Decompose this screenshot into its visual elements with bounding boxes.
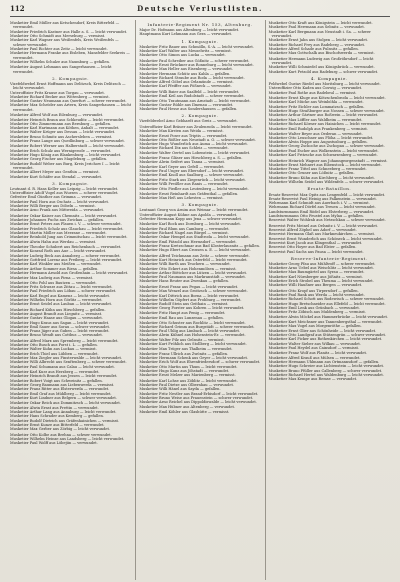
list-entry: Musketier Hugo Kunz aus Jöhstadt — verwundet. <box>139 368 230 373</box>
list-entry: Musketier Ernst Poser aus Triptis — verwundet. <box>139 133 228 138</box>
list-entry: Musketier Alwin Seifert aus Tanna — vermisst. <box>139 160 226 165</box>
list-entry: Musketier Gustav Haase aus Glogau — verwundet. <box>10 316 103 321</box>
list-entry: Musketier Karl Dittrich aus Borna — leicht verwundet. <box>139 293 240 298</box>
list-entry: Leutnant Georg von Arnim aus Weimar — leicht verwundet. <box>139 208 249 213</box>
list-entry: Musketier Fritz Bauer aus Schmölln, S.-A. — leicht verwundet. <box>139 44 254 49</box>
list-entry: Musketier Hermann Franke aus Eisleben, Mansfelder Seekreis — verwundet. <box>10 51 130 60</box>
list-entry: Musketier Willi Haußner aus Bergen — verwundet. <box>268 283 363 288</box>
list-entry: Musketier Max Hübner aus Altenberg — verwundet. <box>139 404 236 409</box>
list-entry: Musketier Paul Horn aus Oschatz — leicht verwundet. <box>10 199 110 204</box>
list-entry: Musketier Paul Richter aus Zeitz — leicht verwundet. <box>10 46 108 51</box>
list-entry: Musketier Max Heller aus Eisenberg — verwundet. <box>139 67 234 72</box>
list-entry: Musketier Hermann Schütz aus Kahla — gefallen. <box>139 71 231 76</box>
list-entry: Musketier Richard Dix aus Schleiz — verwundet. <box>139 146 229 151</box>
list-entry: Musketier Franz Tittel aus Schneeberg — verwundet. <box>268 167 367 172</box>
list-entry: Musketier Georg Baumann aus Liebenwerda — vermisst. <box>10 383 115 388</box>
list-entry: Musketier Paul Escher aus Wolkenstein — leicht verwundet. <box>268 148 379 153</box>
list-entry: Musketier Konrad Roth aus Aue — leicht verwundet. <box>10 249 107 254</box>
list-entry: Musketier Robert Werner aus Halberstadt — leicht verwundet. <box>10 144 125 149</box>
list-entry: Musketier Hugo König aus Blankenburg — leicht verwundet. <box>10 153 122 158</box>
list-entry: Musketier Alwin Möckel aus Hammerbrücke — leicht verwundet. <box>268 314 389 319</box>
list-entry: Musketier Ernst Reinhardt aus Gräfenthal — gefallen. <box>139 191 239 196</box>
list-entry: Musketier Alfred Krauß aus Mülsen — verwundet. <box>268 355 361 360</box>
list-entry: Musketier Willi Baier aus Saalfeld — leicht verwundet. <box>139 89 240 94</box>
list-entry: Musketier Franz Lange aus Quedlinburg — schwer verwundet. <box>10 138 125 143</box>
list-entry: Musketier Otto Martin aus Thum — leicht verwundet. <box>139 364 238 369</box>
list-entry: Wehrmann Karl Schmidt aus Auerbach i. V. — vermisst. <box>268 201 370 206</box>
section-heading: 2. Kompagnie. <box>52 75 90 81</box>
column-right <box>265 20 390 580</box>
list-entry: Musketier Bruno Kühn aus Kirchberg — leicht verwundet. <box>268 175 375 180</box>
list-entry: Musketier Otto Fiedler aus Leutenberg — leicht verwundet. <box>139 187 249 192</box>
list-entry: Musketier Emil Rau aus Lunzenau — gefallen. <box>139 316 224 321</box>
section-heading: Ersatz-Bataillon. <box>307 186 352 192</box>
list-entry: Musketier Max Vogel aus Morgenröthe — gefallen. <box>268 324 362 329</box>
list-entry: Musketier Karl Walter aus Meuselwitz — vermisst. <box>139 48 232 53</box>
list-entry: Musketier Richard Schott aus Rodewisch — schwer verwundet. <box>268 297 385 302</box>
list-entry: Reservist Ernst Wunderlich aus Schöneck — leicht verwundet. <box>268 236 383 241</box>
list-entry: Musketier Fritz Eichler aus Lommatzsch — gefallen. <box>268 104 365 109</box>
list-entry: Musketier Alwin Hahn aus Werdau — vermisst. <box>10 239 97 244</box>
list-entry: Reservist Fritz Meinel aus Oelsnitz i. V. — leicht verwundet. <box>268 223 379 228</box>
list-entry: Musketier Otto Kolbe aus Brehna — schwer verwundet. <box>10 432 112 437</box>
list-entry: Reservist Alfred Zöphel aus Adorf — verwundet. <box>268 228 357 233</box>
list-entry: Musketier Walter Sieber aus Wilkau — verwundet. <box>268 341 361 346</box>
list-entry: Musketier Alfred Göbel aus Orlamünde — vermisst. <box>139 80 234 85</box>
list-entry: Musketier Otto Schuster aus Rochlitz — leicht verwundet. <box>139 320 246 325</box>
list-entry: Musketier Otto Schmidt aus Merseburg — vermisst. <box>10 34 106 39</box>
list-entry: Musketier Georg Fischer aus Magdeburg — gefallen. <box>10 157 108 162</box>
list-entry: Musketier Ernst Kluge aus Kötzschenbroda — leicht verwundet. <box>268 96 386 101</box>
list-entry: Musketier August Brandt aus Liegnitz — vermisst. <box>10 311 103 316</box>
list-entry: Musketier Walter Krüger aus Dessau — leicht verwundet. <box>10 130 116 135</box>
list-entry: Musketier Emil Rudolph aus Frankenberg — vermisst. <box>268 127 369 132</box>
list-entry: Musketier Paul Dietze aus Olbernhau — verwundet. <box>139 383 235 388</box>
list-entry: Ersatz-Reservist Paul Heinig aus Falkenstein — verwundet. <box>268 196 377 201</box>
list-entry: Musketier Max Baumgärtel aus Syrau — verwundet. <box>268 270 365 275</box>
list-entry: Musketier Heinrich Braun aus Schkeuditz — leicht verwundet. <box>10 117 125 122</box>
list-entry: Musketier Martin Möller aus Meerane — verwundet. <box>10 231 107 235</box>
list-entry: Musketier Max Ludwig aus Pirna — vermisst. <box>10 276 94 281</box>
list-entry: Musketier Hermann Arnold aus Großenhain — leicht verwundet. <box>10 270 129 275</box>
list-entry: Musketier Ernst Brückner aus Ronneburg — leicht verwundet. <box>139 62 254 67</box>
list-entry: Musketier Otto Eckert aus Hohenmölsen — vermisst. <box>139 266 237 271</box>
list-entry: Musketier Otto Trautmann aus Arnstadt — leicht verwundet. <box>139 98 251 103</box>
list-entry: Musketier Gottfried Lorenz aus Freiberg — leicht verwundet. <box>10 257 123 262</box>
list-entry: Musketier Arthur Sommer aus Riesa — gefallen. <box>10 266 99 271</box>
list-entry: Musketier Emil Pätzold aus Hermsdorf — verwundet. <box>139 239 237 244</box>
page-number: 112 <box>10 4 25 13</box>
list-entry: Musketier Paul Unger aus Ebersdorf — leicht verwundet. <box>139 169 245 174</box>
list-entry: Musketier Paul Hesse aus Sondershausen — gefallen. <box>139 107 238 112</box>
list-entry: Musketier Ernst Seidel aus Lauban — leicht verwundet. <box>10 302 113 307</box>
list-entry: Musketier Georg Forster aus Kohren — leicht verwundet. <box>139 306 245 311</box>
list-entry: Musketier Emil Keil aus Rudolstadt — schwer verwundet. <box>139 94 245 99</box>
list-entry: Musketier Ernst Mehnert aus Eibenstock — leicht verwundet. <box>268 162 382 167</box>
list-entry: Musketier Fritz Zöbisch aus Muldenberg — vermisst. <box>268 310 367 315</box>
list-entry: Musketier Emil Lenk aus Grünbach — verwundet. <box>268 306 360 311</box>
list-entry: Musketier Karl Ficker aus Rothenkirchen — leicht verwundet. <box>268 337 383 342</box>
list-entry: Musketier Max Kempe aus Remse — verwundet. <box>268 377 358 382</box>
list-entry: Leutnant d. R. Hans Keller aus Leipzig — leicht verwundet. <box>10 186 119 191</box>
list-entry: Musketier Willi Hänel aus Sayda — gefallen. <box>139 387 221 392</box>
list-entry: Reservist Walter Wohlrab aus Netzschkau — schwer verwundet. <box>268 218 386 223</box>
list-entry: Musketier Hermann Schenk aus Geyer — leicht verwundet. <box>139 356 249 361</box>
list-entry: Musketier Paul Rothe aus Radebeul — vermisst. <box>268 90 357 95</box>
list-entry: Musketier Otto Kraft aus Königstein — leicht verwundet. <box>268 21 373 26</box>
list-entry: Wehrmann Richard Dörfel aus Treuen — leicht verwundet. <box>268 205 376 210</box>
list-entry: Musketier Alwin Hoppe aus Augustusburg — gefallen. <box>268 140 368 145</box>
list-entry: Musketier Otto Leuschner aus Flöha — leicht verwundet. <box>268 135 374 140</box>
list-entry: Musketier Walter Pilz aus Oelsnitz — vermisst. <box>139 337 225 342</box>
list-entry: Musketier Max Gerber aus Zörbig — leicht verwundet. <box>10 427 111 432</box>
column-middle <box>135 20 260 580</box>
list-entry: Musketier Karl Pfeiffer aus Pößneck — verwundet. <box>139 84 232 89</box>
list-entry: Musketier Otto Gruner aus Lößnitz — gefallen. <box>268 171 355 176</box>
list-entry: Musketier Georg Pfau aus Mühltroff — schwer verwundet. <box>268 261 376 266</box>
list-entry: Musketier Paul Uhlig aus Limbach — leicht verwundet. <box>139 329 241 334</box>
list-entry: Musketier Karl Bergmann aus Neustadt i. Sa. — schwer verwundet. <box>268 29 371 39</box>
list-entry: Musketier Walter Beyer aus Oederan — verwundet. <box>268 131 363 136</box>
list-entry: Musketier Willi Albrecht aus Senftenberg — schwer verwundet. <box>10 360 127 365</box>
list-entry: Musketier Ernst Melzer aus Marienberg — vermisst. <box>139 373 236 378</box>
page-header <box>10 4 390 17</box>
column-left <box>10 20 131 580</box>
list-entry: Musketier Arthur Gärtner aus Roßwein — leicht verwundet. <box>268 113 379 118</box>
list-entry: Musketier Fritz Schwarz aus Zittau — leicht verwundet. <box>10 284 113 289</box>
list-entry: Musketier Kurt Schäfer aus Stendal — verwundet. <box>10 174 103 179</box>
list-entry: Musketier Karl Wagner aus Weißenfels, Kreis Weißenfels — schwer verwundet. <box>10 38 119 47</box>
list-entry: Musketier Otto Pohl aus Bautzen — verwundet. <box>10 280 97 285</box>
list-entry: Musketier Ludwig Beck aus Annaberg — schwer verwundet. <box>10 253 121 258</box>
list-entry: Musketier Willi Schmiedel aus Königsbrück — verwundet. <box>268 65 375 70</box>
list-entry: Unteroffizier Karl Bräuer aus Zeulenroda — leicht verwundet. <box>139 124 253 129</box>
section-heading: Infanterie-Regiment Nr. 153, Altenburg. <box>147 22 253 27</box>
list-entry: Musketier Hugo Schreier aus Lichtenstein — leicht verwundet. <box>268 364 385 369</box>
list-entry: Musketier Hans Reuter aus Zwenkau — gefallen. <box>139 279 229 284</box>
list-entry: Musketier Richard Straube aus Roda — leicht verwundet. <box>139 75 245 80</box>
list-entry: Hauptmann Kurt Lehmann aus Gera — verwundet. <box>139 32 233 37</box>
list-entry: Musketier Karl Geyer aus Gefell — verwundet. <box>139 164 225 169</box>
list-entry: Musketier Richard Frey aus Radeberg — verwundet. <box>268 42 366 47</box>
list-entry: Musketier Paul Heydel aus Cainsdorf — vermisst. <box>268 345 360 350</box>
list-entry: Musketier Hugo Straßburger aus Nossen — schwer verwundet. <box>268 108 385 113</box>
list-entry: Musketier Karl Fritzsche aus Schwarzenberg — verwundet. <box>268 153 378 158</box>
list-entry: Musketier Max Tröger aus Thalheim — verwundet. <box>139 347 233 352</box>
list-entry: Musketier Paul Wolff aus Löbejün — verwundet. <box>10 441 98 446</box>
list-entry: Musketier Oskar Reich aus Dommitzsch — leicht verwundet. <box>10 401 121 406</box>
list-entry: Musketier Kurt Fröhlich aus Stollberg — leicht verwundet. <box>139 341 247 346</box>
list-entry: Musketier Erich Wolf aus Ehrenfriedersdorf — schwer verwundet. <box>139 360 261 365</box>
list-entry: Musketier Wilhelm Seidel aus Wildenfels — schwer verwundet. <box>268 180 385 185</box>
section-heading: 2. Kompagnie. <box>181 113 219 119</box>
list-entry: Musketier Erich Strobel aus Theuma — leicht verwundet. <box>268 279 374 284</box>
list-entry: Musketier Kurt Heinrich aus Osterfeld — leicht verwundet. <box>139 257 248 262</box>
list-entry: Musketier Alfred Marx aus Spremberg — leicht verwundet. <box>10 338 119 343</box>
list-entry: Musketier Alwin Ernst aus Prettin — verwundet. <box>10 405 99 410</box>
list-entry: Musketier Willi Berger aus Döbeln — vermisst. <box>10 204 96 209</box>
list-entry: Musketier Kurt Petzold aus Radeburg — schwer verwundet. <box>268 69 379 74</box>
running-title: Deutsche Verlustlisten. <box>137 4 263 13</box>
list-entry: Musketier Bruno Wendt aus Cottbus — verwundet. <box>10 333 103 338</box>
list-entry: Musketier Hugo Ebert aus Crossen a. E. — leicht verwundet. <box>139 248 251 253</box>
list-entry: Musketier Bruno Schmitz aus Aschersleben — vermisst. <box>10 134 113 139</box>
list-entry: Musketier Paul Blum aus Camburg — verwundet. <box>139 226 230 231</box>
list-entry: Musketier Walter Kuhn aus Luckau — vermisst. <box>10 347 97 352</box>
list-entry: Musketier Arno Reichel aus Dippoldiswalde — leicht verwundet. <box>139 400 258 405</box>
list-entry: Musketier Richard Grimm aus Burgstädt — schwer verwundet. <box>139 324 255 329</box>
list-entry: Musketier Max Heß aus Lehesten — vermisst. <box>139 196 224 201</box>
list-entry: Musketier Rudolf Stein aus Geithain — vermisst. <box>139 302 229 307</box>
list-entry: Musketier Otto Landgraf aus Stützengrün — schwer verwundet. <box>268 332 387 337</box>
list-entry: Musketier Heinrich Brandt aus Jessen — leicht verwundet. <box>10 374 118 379</box>
list-entry: Musketier Friedrich Kastner aus Halle a. S. — leicht verwundet. <box>10 29 128 34</box>
list-entry: Musketier Karl Lohse aus Zöblitz — leicht verwundet. <box>139 378 238 383</box>
list-entry: Musketier Georg Zschoche aus Zschopau — schwer verwundet. <box>268 144 385 149</box>
list-entry: Musketier Otto Kropf aus Tirpersdorf — gefallen. <box>268 288 359 293</box>
list-entry: Musketier Ernst Peters aus Plauen i. V. — schwer verwundet. <box>10 222 122 227</box>
list-entry: Musketier Kurt Meichsner aus Tannenbergsthal — verwundet. <box>268 320 383 325</box>
list-entry: Musketier Paul Schreiber aus Gößnitz — schwer verwundet. <box>139 58 250 63</box>
list-entry: Musketier Arno Frank aus Mittweida — verwundet. <box>10 208 105 213</box>
list-entry: Musketier Karl Mücke aus Weinböhla — verwundet. <box>268 100 364 105</box>
list-entry: Musketier Ernst Glier aus Schönheide — leicht verwundet. <box>268 328 377 333</box>
list-entry: Musketier Franz Kretzschmar aus Bad Klosterlausnitz — gefallen. <box>139 243 260 248</box>
list-entry: Musketier Franz Gläser aus Hirschberg a. S. — gefallen. <box>139 156 243 161</box>
list-entry: Musketier Arthur Lang aus Annaburg — leicht verwundet. <box>10 410 117 414</box>
list-entry: Musketier Hermann Ludewig aus Großröhrsdorf — leicht verwundet. <box>268 56 374 66</box>
list-entry: Ersatz-Reservist Max Opitz aus Lengenfeld — leicht verwundet. <box>268 192 386 197</box>
list-entry: Musketier Paul Rank aus Werda — leicht verwundet. <box>268 293 365 298</box>
list-entry: Musketier Karl Kurz aus Herzberg — verwundet. <box>10 370 100 375</box>
list-entry: Musketier Theodor Schubert aus Reichenbach — verwundet. <box>10 245 122 250</box>
section-heading: 1. Kompagnie. <box>181 38 219 44</box>
list-entry: Musketier Hugo Wunderlich aus Auma — leicht verwundet. <box>139 142 248 147</box>
list-entry: Musketier Franz Wolf aus Planitz — leicht verwundet. <box>268 351 368 356</box>
text-columns <box>10 20 390 580</box>
list-entry: Musketier Karl Bock aus Dornburg — leicht verwundet. <box>139 222 241 227</box>
list-entry: Gefreiter Emil Günther aus Grimma — verwundet. <box>10 195 103 200</box>
list-entry: Musketier Gustav Neumann aus Querfurt — schwer verwundet. <box>10 99 127 104</box>
list-entry: Musketier Richard Nagel aus Bürgel — vermisst. <box>139 231 229 235</box>
list-entry: Musketier Wilhelm Heinze aus Landsberg — leicht verwundet. <box>10 436 125 441</box>
list-entry: Musketier Richard Kühn aus Hirschberg — gefallen. <box>10 307 106 312</box>
list-entry: Musketier Karl Engel aus Kamenz — leicht verwundet. <box>10 293 111 298</box>
list-entry: Musketier Heinrich Wagner aus Johanngeorgenstadt — vermisst. <box>268 158 388 163</box>
list-entry: Musketier Richard Hertel aus Waldenburg — leicht verwundet. <box>268 372 385 377</box>
list-entry: Musketier Alfred Schade aus Pulsnitz — gefallen. <box>268 46 359 51</box>
list-entry: Reservist Hermann Glaß aus Markneukirchen — vermisst. <box>268 232 376 237</box>
list-entry: Musketier Kurt Lindner aus Belgern — schwer verwundet. <box>10 395 117 400</box>
section-heading: 3. Kompagnie. <box>52 180 90 186</box>
list-entry: Reservist Otto Hoyer aus Bad Elster — gefallen. <box>268 245 357 250</box>
list-entry: Musketier Reinhold Jung aus Crimmitschau — leicht verwundet. <box>10 235 128 240</box>
list-entry: Musketier Albert Meyer aus Genthin — vermisst. <box>10 170 100 175</box>
list-entry: Musketier Otto Simon aus Lucka — verwundet. <box>139 53 226 58</box>
list-entry: Musketier Paul Schumann aus Calau — leicht verwundet. <box>10 364 115 369</box>
list-entry: Musketier Fritz Stark aus Ziegenrück — leicht verwundet. <box>139 177 246 182</box>
list-entry: Musketier Friedrich Scholz aus Glauchau — leicht verwundet. <box>10 226 124 231</box>
list-entry: Musketier Hermann Uhlmann aus Ortmannsdorf — gefallen. <box>268 359 380 364</box>
list-entry: Unteroffizier Otto Kaden aus Coswig — verwundet. <box>268 86 363 91</box>
list-entry: Gefreiter Hermann Kopp aus Jena — schwer verwundet. <box>139 216 243 221</box>
list-entry: Musketier Franz Ritter aus Elsterwerda — verwundet. <box>10 387 110 392</box>
list-entry: Landsturmmann Otto Feustel aus Mylau — gefallen. <box>268 214 364 218</box>
list-entry: Unteroffizier August Kühne aus Apolda — verwundet. <box>139 212 238 217</box>
list-entry: Musketier Arno Uebel aus Weischlitz — leicht verwundet. <box>268 266 374 271</box>
list-entry: Vizefeldwebel Arno Gebhardt aus Greiz — verwundet. <box>139 119 238 124</box>
list-entry: Musketier Paul Herrmann aus Sebnitz — verwundet. <box>268 25 366 30</box>
list-entry: Musketier Emil Graf aus Mühlberg — leicht verwundet. <box>10 391 112 396</box>
list-entry: Musketier Alfred Wolf aus Eilenburg — verwundet. <box>10 113 104 118</box>
list-entry: Vizefeldwebel Ernst Hoffmann aus Delitzsch, Kreis Delitzsch — leicht verwundet. <box>10 81 126 91</box>
list-entry: Musketier Walter Oertel aus Lobenstein — leicht verwundet. <box>139 150 251 155</box>
list-entry: Musketier Robert Voigt aus Schweinitz — gefallen. <box>10 378 103 383</box>
list-entry: Musketier Paul Naumann aus Markranstädt — verwundet. <box>139 275 246 280</box>
list-entry: Feldwebel Gustav Riedel aus Moritzburg — leicht verwundet. <box>268 81 381 86</box>
list-entry: Musketier Max Gottschalk aus Bischofswerda — vermisst. <box>268 51 375 56</box>
list-entry: Musketier Otto Zimmermann aus Bernburg — gefallen. <box>10 121 112 126</box>
list-entry: Musketier Alfred Teichmann aus Zeitz — schwer verwundet. <box>139 253 250 258</box>
list-entry: Musketier Emil Sauer aus Sorau — schwer verwundet. <box>10 324 111 329</box>
list-entry: Musketier August Lehmann aus Sangerhausen — leicht verwundet. <box>10 65 112 74</box>
list-entry: Unteroffizier Fritz Krause aus Torgau — verwundet. <box>10 90 106 95</box>
list-entry: Musketier Ernst Franz aus Pegau — leicht verwundet. <box>139 284 239 289</box>
list-entry: Major Dr. Hofmann aus Altenburg — leicht verwundet. <box>139 28 240 32</box>
list-entry: Musketier Johannes Fuchs aus Zwickau — gefallen. <box>10 218 105 223</box>
list-entry: Musketier Richard Körner aus Hainichen — leicht verwundet. <box>268 121 382 126</box>
list-entry: Musketier Hugo Bretschneider aus Ellefeld — leicht verwundet. <box>268 301 386 306</box>
list-entry: Musketier Ernst Kunze aus Bitterfeld — verwundet. <box>10 422 105 427</box>
list-entry: Musketier Oskar Hempel aus Stadtroda — leicht verwundet. <box>139 235 250 240</box>
list-entry: Musketier Paul Friedrich aus Löbau — schwer verwundet. <box>10 289 117 294</box>
list-entry: Reservist Kurt Jacob aus Klingenthal — verwundet. <box>268 240 363 245</box>
list-entry: Musketier Max Ziegler aus Finsterwalde — leicht verwundet. <box>10 356 123 361</box>
list-entry: Musketier Fritz Haupt aus Penig — verwundet. <box>139 310 226 315</box>
list-entry: Reservist Paul Sachs aus Pausa — leicht verwundet. <box>268 249 364 254</box>
list-entry: Musketier Otto Rößler aus Neustadt a. O. — schwer verwundet. <box>139 137 256 142</box>
list-entry: Musketier Richard Becker aus Wittenberg — vermisst. <box>10 94 110 99</box>
list-entry: Musketier Rudolf Weber aus Burg, Kreis Jerichow I — leicht verwundet. <box>10 161 120 170</box>
list-entry: Musketier Karl Hartmann aus Köthen, Anhalt — verwundet. <box>10 126 120 131</box>
list-entry: Musketier Franz Ullrich aus Zwönitz — gefallen. <box>139 351 229 356</box>
list-entry: Musketier Karl Winkler aus Meißen — verwundet. <box>10 262 102 267</box>
list-entry: Musketier Willi Barth aus Teuchern — verwundet. <box>139 262 231 267</box>
list-entry: Musketier Emil Köhler aus Glashütte — vermisst. <box>139 410 230 414</box>
list-entry: Musketier Bruno Pfüller aus Callenberg — schwer verwundet. <box>268 368 383 373</box>
list-entry: Musketier Wilhelm Göpfert aus Frohburg — verwundet. <box>139 297 242 302</box>
list-entry: Musketier Max Wenzel aus Groitzsch — schwer verwundet. <box>139 289 248 294</box>
list-entry: Musketier Alwin Kühnel aus Hohenstein-Er. — verwundet. <box>139 333 246 338</box>
list-entry: Musketier Max Kirsten aus Weida — vermisst. <box>139 129 224 134</box>
list-entry: Musketier Franz Jäger aus Guben — leicht verwundet. <box>10 329 110 334</box>
list-entry: Musketier Karl Nürnberger aus Jößnitz — vermisst. <box>268 274 363 279</box>
list-entry: Musketier Otto Busch aus Forst i. L. — gefallen. <box>10 343 98 348</box>
section-heading: Reserve-Infanterie-Regiment. <box>290 255 368 261</box>
list-entry: Musketier Arthur Böttcher aus Lützen — leicht verwundet. <box>139 270 248 275</box>
list-entry: Musketier Erich Thiel aus Lübben — verwundet. <box>10 351 99 356</box>
list-entry: Musketier Max Löffler aus Waldheim — verwundet. <box>268 117 363 122</box>
list-entry: Musketier Hugo Kraus aus Sagan — leicht verwundet. <box>10 320 110 325</box>
list-entry: Musketier Erich Schulz aus Wernigerode — verwundet. <box>10 148 112 153</box>
list-entry: Musketier Gustav Rühle aus Ilmenau — verwundet. <box>139 102 234 107</box>
list-entry: Musketier Willi Preißler aus Ranis — verwundet. <box>139 181 229 186</box>
list-entry: Musketier Emil Müller aus Ketschendorf, Kreis Bitterfeld — verwundet. <box>10 21 120 30</box>
list-entry: Musketier Bruno Weise aus Frauenstein — schwer verwundet. <box>139 395 254 400</box>
list-entry: Musketier Max Schröder aus Artern, Kreis Sangerhausen — leicht verwundet. <box>10 103 132 112</box>
list-entry: Musketier Emil Knoll aus Saalburg — schwer verwundet. <box>139 173 244 178</box>
list-entry: Musketier Wilhelm Schulze aus Naumburg — gefallen. <box>10 59 110 64</box>
section-heading: 4. Kompagnie. <box>310 75 348 81</box>
section-heading: 3. Kompagnie. <box>181 202 219 208</box>
list-entry: Musketier Hans Schrader aus Kemberg — gefallen. <box>10 414 104 419</box>
list-entry: Musketier Wilhelm Horn aus Görlitz — verwundet. <box>10 297 103 302</box>
list-entry: Musketier Oskar Kaiser aus Chemnitz — leicht verwundet. <box>10 213 118 218</box>
list-entry: Musketier Ernst Jahn aus Stolpen — leicht verwundet. <box>268 38 369 43</box>
list-entry: Musketier Rudolf Dietrich aus Gräfenhainichen — vermisst. <box>10 418 120 423</box>
list-entry: Unteroffizier Adolf Vogel aus Wurzen — schwer verwundet. <box>10 191 119 196</box>
list-entry: Musketier Fritz Nestler aus Brand-Erbisdorf — leicht verwundet. <box>139 391 259 396</box>
list-entry: Landsturmmann Emil Rödel aus Elsterberg — verwundet. <box>268 209 375 214</box>
